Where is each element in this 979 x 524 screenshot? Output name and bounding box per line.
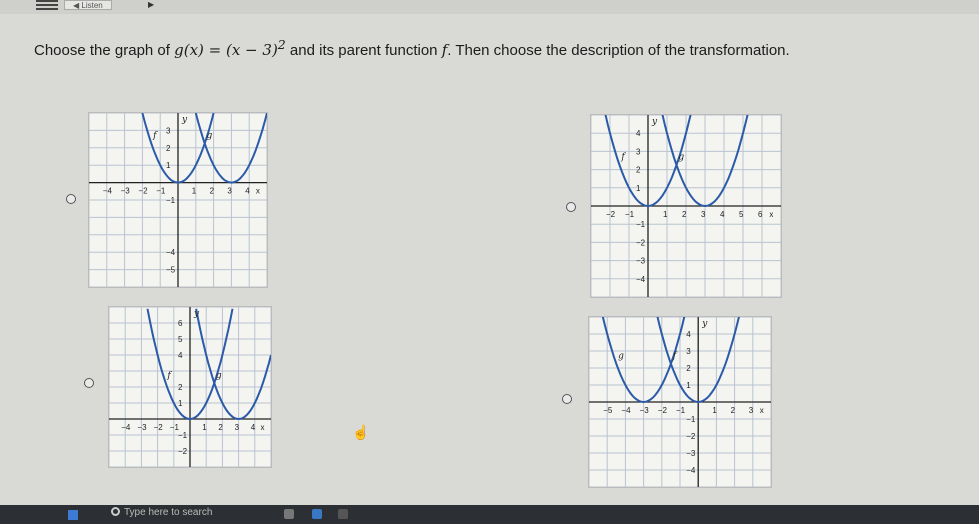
x-tick-label: −1: [676, 406, 686, 415]
y-axis-label: y: [194, 309, 200, 319]
y-tick-label: −1: [178, 431, 188, 440]
graph-choice-c[interactable]: [108, 306, 272, 468]
x-tick-label: 1: [663, 210, 668, 219]
curve-label: f: [153, 131, 157, 142]
y-tick-label: −4: [686, 466, 696, 475]
y-tick-label: 5: [178, 335, 183, 344]
x-tick-label: 1: [712, 406, 717, 415]
x-tick-label: 1: [191, 186, 197, 196]
taskbar-app-icon[interactable]: [338, 509, 348, 519]
curve-label: g: [678, 152, 685, 163]
question-part2: and its parent function: [285, 42, 442, 59]
curve-label: g: [618, 351, 624, 362]
x-tick-label: 2: [209, 186, 215, 196]
y-tick-label: 1: [636, 183, 641, 193]
question-text: [34, 32, 934, 64]
taskbar-browser-icon[interactable]: [312, 509, 322, 519]
y-tick-label: 2: [166, 143, 171, 153]
y-tick-label: −1: [636, 220, 646, 230]
y-tick-label: −4: [166, 248, 176, 258]
y-tick-label: 2: [178, 383, 183, 392]
x-tick-label: 2: [730, 406, 736, 415]
x-tick-label: 5: [739, 210, 744, 219]
y-tick-label: 3: [636, 147, 641, 157]
x-tick-label: x: [759, 406, 764, 415]
y-tick-label: −1: [166, 196, 176, 205]
menu-icon[interactable]: [36, 0, 58, 10]
x-tick-label: x: [769, 210, 774, 219]
listen-button[interactable]: ◀ Listen: [64, 0, 112, 10]
x-tick-label: 1: [202, 423, 207, 432]
y-tick-label: 4: [686, 330, 691, 339]
y-tick-label: −3: [636, 256, 646, 266]
graph-choice-b[interactable]: [590, 114, 782, 298]
y-tick-label: −2: [178, 447, 188, 456]
curve-label: f: [672, 351, 677, 362]
y-tick-label: −2: [636, 238, 646, 248]
x-tick-label: −4: [621, 406, 631, 415]
x-tick-label: −1: [169, 423, 179, 432]
x-tick-label: 3: [227, 186, 232, 196]
graph-a-svg: [89, 113, 267, 287]
x-tick-label: −3: [137, 423, 147, 432]
taskbar-app-icon[interactable]: [284, 509, 294, 519]
x-tick-label: −3: [639, 406, 649, 415]
radio-choice-b[interactable]: [566, 202, 576, 212]
x-tick-label: 3: [701, 210, 706, 219]
y-tick-label: 3: [166, 126, 171, 136]
x-tick-label: −3: [120, 186, 130, 196]
x-tick-label: 4: [245, 186, 250, 196]
x-tick-label: 6: [758, 210, 763, 219]
x-tick-label: 3: [234, 423, 240, 432]
curve-label: g: [206, 131, 213, 142]
graph-c-svg: [109, 307, 271, 467]
play-icon[interactable]: ▶: [148, 0, 155, 9]
x-tick-label: 2: [218, 423, 223, 432]
graph-choice-a[interactable]: [88, 112, 268, 288]
y-axis-label: y: [182, 115, 188, 125]
graph-d-svg: [589, 317, 771, 487]
function-g: g(x) = (x − 3): [174, 41, 278, 59]
x-tick-label: −1: [625, 210, 635, 219]
question-part1: Choose the graph of: [34, 42, 175, 59]
x-tick-label: −2: [657, 406, 667, 415]
y-axis-label: y: [652, 117, 658, 127]
y-tick-label: 4: [178, 351, 183, 360]
exponent: 2: [277, 37, 286, 52]
x-tick-label: −2: [138, 186, 148, 196]
top-toolbar: [0, 0, 979, 14]
x-tick-label: −1: [156, 186, 166, 196]
x-tick-label: x: [260, 423, 265, 432]
x-tick-label: −5: [603, 406, 613, 415]
y-tick-label: −3: [686, 449, 696, 458]
x-tick-label: 3: [748, 406, 754, 415]
curve-label: g: [215, 371, 222, 382]
windows-start-icon[interactable]: [68, 510, 78, 520]
hand-cursor-icon: ☝: [352, 424, 370, 440]
y-tick-label: 4: [636, 129, 641, 139]
x-tick-label: −2: [153, 423, 163, 432]
listen-label: Listen: [81, 1, 103, 10]
y-tick-label: 2: [636, 165, 641, 175]
x-tick-label: 2: [682, 210, 687, 219]
y-tick-label: 3: [686, 347, 691, 356]
x-tick-label: 4: [250, 423, 256, 432]
search-icon[interactable]: [111, 507, 120, 516]
y-tick-label: −1: [686, 415, 696, 424]
function-f: f: [441, 41, 448, 59]
radio-choice-c[interactable]: [84, 378, 94, 388]
y-tick-label: 6: [178, 319, 183, 328]
taskbar-search-input[interactable]: Type here to search: [124, 507, 213, 518]
radio-choice-d[interactable]: [562, 394, 572, 404]
y-tick-label: 1: [686, 381, 691, 390]
question-part3: . Then choose the description of the transformation.: [447, 42, 790, 59]
x-tick-label: −4: [121, 423, 131, 432]
curve-label: f: [621, 152, 625, 163]
y-tick-label: 1: [166, 161, 171, 171]
radio-choice-a[interactable]: [66, 194, 76, 204]
x-tick-label: 4: [720, 210, 725, 219]
graph-choice-d[interactable]: [588, 316, 772, 488]
y-tick-label: −2: [686, 432, 696, 441]
graph-b-svg: [591, 115, 781, 297]
y-tick-label: −5: [166, 265, 176, 275]
x-tick-label: −4: [102, 186, 112, 196]
x-tick-label: −2: [606, 210, 616, 219]
curve-label: f: [167, 371, 171, 382]
y-tick-label: −4: [636, 274, 646, 284]
y-axis-label: y: [702, 319, 708, 329]
x-tick-label: x: [255, 186, 260, 196]
y-tick-label: 1: [178, 399, 183, 408]
y-tick-label: 2: [686, 364, 691, 373]
